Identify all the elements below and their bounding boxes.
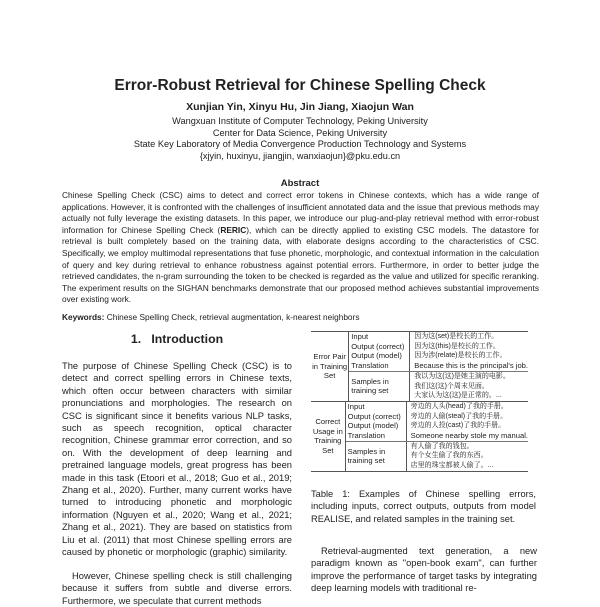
cell-sample: 大家认为这(这)是正常的。... (414, 392, 502, 400)
cell-input: 旁边的人头(head)了我的手册。 (410, 402, 508, 410)
examples-table (311, 331, 528, 472)
abstract-text: ), which can be directly applied to existing CSC models. The datastore for retrieval is built completely based on the training data, with elaborate designs according to the characteristics of CSC. Specifically, we employ multimodal representations that fuse phonetic, morphologic, and contextual information in the calculation of query and key during retrieval to enhance robustness against potential errors. Furthermore, in order to better judge the retrieved candidates, the n-gram surrounding the token to be checked is regarded as the value and utilized for specific reranking. The experiment results on the SIGHAN benchmarks demonstrate that our proposed method achieves substantial improvements over existing work. (62, 224, 539, 305)
row-label: Output (model) (351, 351, 402, 361)
cell-correct: 旁边的人偷(steal)了我的手册。 (410, 412, 508, 420)
intro-paragraph: The purpose of Chinese Spelling Check (CSC) is to detect and correct spelling errors in Chinese texts, which often occur between characters with similar pronunciations and morphologies. The research on CSC is significant since it benefits various NLP tasks, such as speech recognition, optical character recognition, Chinese grammar error correction, and so on. With the development of deep learning and pretrained language models, great progress has been made in this task (Etoori et al., 2018; Guo et al., 2019; Zhang et al., 2020). Further, many current works have turned to introducing phonetic and morphologic information (Nguyen et al., 2020; Wang et al., 2021; Zhang et al., 2021). They are based on statistics from Liu et al. (2011) that most Chinese spelling errors are caused by phonetic or morphologic (graphic) similarity. (62, 361, 292, 558)
row-label: Output (correct) (351, 341, 405, 351)
cell-model: 因为涉(relate)是校长的工作。 (414, 352, 507, 360)
author-emails: {xjyin, huxinyu, jiangjin, wanxiaojun}@pku.edu.cn (199, 150, 401, 161)
keywords (62, 312, 359, 322)
block-header: Correct Usage in Training Set (311, 402, 346, 471)
intro-paragraph: However, Chinese spelling check is still challenging because it suffers from subtle and diverse errors. Furthermore, we speculate that current methods (62, 571, 292, 606)
keywords-label: Keywords: (62, 312, 105, 322)
author-list: Xunjian Yin, Xinyu Hu, Jin Jiang, Xiaojun Wan (186, 101, 414, 113)
affiliation: Center for Data Science, Peking University (212, 127, 388, 138)
abstract-heading: Abstract (280, 178, 320, 189)
body-paragraph: Retrieval-augmented text generation, a new paradigm known as "open-book exam", can further improve the performance of target tasks by integrating deep learning models with traditional re- (311, 546, 537, 594)
paper-title: Error-Robust Retrieval for Chinese Spelling Check (114, 77, 486, 94)
row-label: Input (347, 401, 365, 411)
cell-sample: 店里的珠宝都被人偷了。... (410, 462, 494, 470)
table-caption: Table 1: Examples of Chinese spelling errors, including inputs, correct outputs, outputs from model REALISE, and related samples in the training set. (311, 489, 536, 524)
affiliation: State Key Laboratory of Media Convergence Production Technology and Systems (133, 139, 467, 149)
cell-correct: 因为这(this)是校长的工作。 (414, 342, 500, 350)
block-header: Error Pair in Training Set (311, 332, 349, 401)
cell-translation: Someone nearby stole my manual. (410, 431, 528, 441)
affiliation: Wangxuan Institute of Computer Technology, Peking University (172, 116, 428, 126)
row-label: Input (351, 332, 369, 341)
table-block (311, 401, 528, 471)
row-label: Output (model) (347, 421, 399, 431)
cell-sample: 我以为这(这)是她主演的电影。 (414, 372, 510, 380)
table-block (311, 332, 528, 401)
cell-sample: 有个女生偷了我的东西。 (410, 452, 488, 460)
cell-input: 因为这(set)是校长的工作。 (414, 333, 499, 340)
cell-translation: Because this is the principal's job. (414, 361, 528, 371)
abstract-text: Chinese Spelling Check (CSC) aims to detect and correct error tokens in Chinese contexts, which has a wide range of applications. However, it is confronted with the challenges of insufficient annotated data and the issue that previous methods may actually not fully leverage the existing datasets. In this paper, we introduce our plug-and-play retrieval method with error-robust information for Chinese Spelling Check ( (62, 190, 539, 235)
row-label: Samples in training set (349, 372, 410, 401)
row-label: Output (correct) (347, 411, 401, 421)
cell-sample: 我们这(这)个周末见面。 (414, 382, 489, 390)
cell-sample: 有人偷了我的钱包。 (410, 442, 474, 450)
keywords-text: Chinese Spelling Check, retrieval augmentation, k-nearest neighbors (104, 312, 360, 322)
cell-model: 旁边的人投(cast)了我的手册。 (410, 422, 506, 430)
section-heading: 1. Introduction (130, 332, 224, 346)
method-name: RERIC (220, 224, 247, 235)
row-label: Samples in training set (346, 442, 407, 471)
row-label: Translation (347, 431, 385, 441)
abstract-body (62, 190, 539, 306)
row-label: Translation (351, 361, 389, 371)
